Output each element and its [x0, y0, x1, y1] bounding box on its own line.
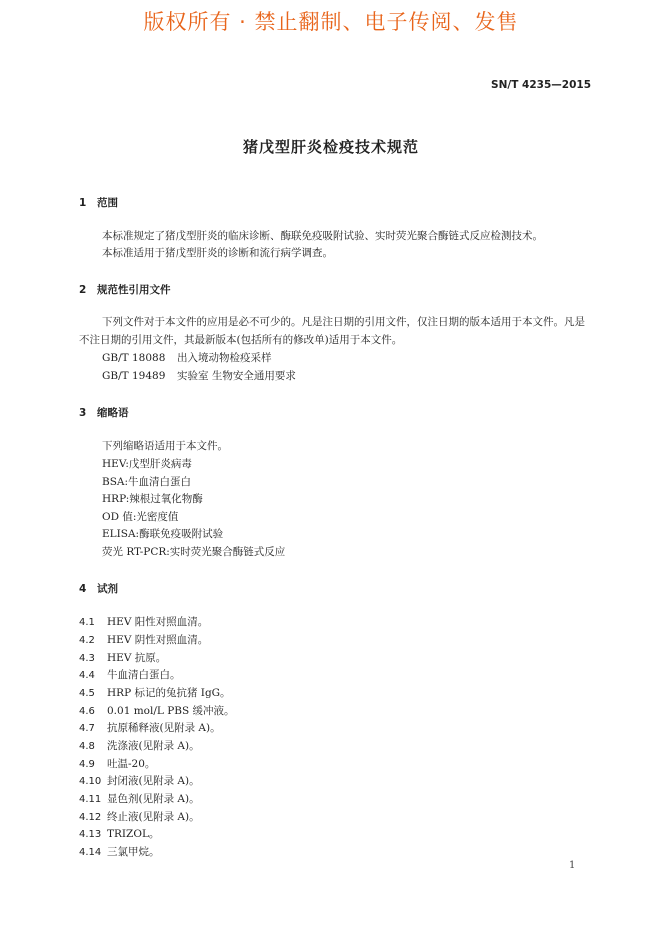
item-text: 洗涤液(见附录 A)。	[107, 740, 200, 752]
section-title: 规范性引用文件	[97, 284, 171, 296]
item-text: 牛血清白蛋白。	[107, 669, 181, 681]
item-number: 4.3	[79, 653, 95, 664]
item-number: 4.13	[79, 829, 102, 840]
section-number: 3	[79, 407, 87, 419]
item-text: 封闭液(见附录 A)。	[107, 775, 200, 787]
item-text: TRIZOL。	[107, 828, 160, 840]
reagent-item	[79, 738, 200, 753]
copyright-watermark: 版权所有 · 禁止翻制、电子传阅、发售	[143, 10, 519, 34]
item-number: 4.9	[79, 759, 95, 770]
item-text: 终止液(见附录 A)。	[107, 811, 200, 823]
abbreviations-intro: 下列缩略语适用于本文件。	[102, 440, 228, 452]
item-text: HEV 抗原。	[107, 652, 167, 664]
section-1-para-1: 本标准规定了猪戊型肝炎的临床诊断、酶联免疫吸附试验、实时荧光聚合酶链式反应检测技术。	[102, 230, 543, 242]
reagent-item	[79, 720, 221, 735]
abbreviation-item: HRP:辣根过氧化物酶	[102, 493, 203, 505]
reagent-item	[79, 773, 200, 788]
item-text: 显色剂(见附录 A)。	[107, 793, 200, 805]
document-title: 猪戊型肝炎检疫技术规范	[242, 138, 419, 156]
item-number: 4.2	[79, 635, 95, 646]
item-text: 吐温-20。	[107, 758, 156, 770]
item-number: 4.1	[79, 617, 95, 628]
reference-item	[102, 350, 272, 365]
reagent-item	[79, 826, 159, 841]
item-text: 0.01 mol/L PBS 缓冲液。	[107, 705, 235, 717]
item-number: 4.11	[79, 794, 102, 805]
item-number: 4.7	[79, 723, 95, 734]
page-number: 1	[569, 860, 576, 871]
section-2-heading	[79, 282, 171, 297]
section-1-heading	[79, 195, 118, 210]
abbreviation-item: BSA:牛血清白蛋白	[102, 476, 192, 488]
reagent-item	[79, 614, 208, 629]
item-number: 4.6	[79, 706, 95, 717]
abbreviation-item: 荧光 RT-PCR:实时荧光聚合酶链式反应	[102, 546, 286, 558]
reference-code: GB/T 18088	[102, 352, 166, 364]
item-number: 4.4	[79, 670, 95, 681]
section-title: 缩略语	[97, 407, 129, 419]
section-1-para-2: 本标准适用于猪戊型肝炎的诊断和流行病学调查。	[102, 247, 333, 259]
standard-code: SN/T 4235—2015	[491, 79, 591, 91]
reagent-item	[79, 703, 235, 718]
item-number: 4.5	[79, 688, 95, 699]
item-text: 抗原稀释液(见附录 A)。	[107, 722, 221, 734]
item-text: HEV 阳性对照血清。	[107, 616, 209, 628]
reagent-item	[79, 632, 208, 647]
section-title: 试剂	[97, 583, 118, 595]
item-number: 4.12	[79, 812, 102, 823]
section-number: 1	[79, 197, 87, 209]
item-number: 4.14	[79, 847, 102, 858]
item-number: 4.10	[79, 776, 102, 787]
reference-item	[102, 368, 296, 383]
item-text: HEV 阴性对照血清。	[107, 634, 209, 646]
abbreviation-item: HEV:戊型肝炎病毒	[102, 458, 192, 470]
reference-name: 实验室 生物安全通用要求	[177, 370, 296, 382]
reagent-item	[79, 809, 200, 824]
reagent-item	[79, 756, 155, 771]
reference-code: GB/T 19489	[102, 370, 166, 382]
item-text: HRP 标记的兔抗猪 IgG。	[107, 687, 231, 699]
abbreviation-item: ELISA:酶联免疫吸附试验	[102, 528, 224, 540]
reagent-item	[79, 791, 200, 806]
section-number: 4	[79, 583, 87, 595]
abbreviation-item: OD 值:光密度值	[102, 511, 179, 523]
reagent-item	[79, 667, 181, 682]
reagent-item	[79, 685, 231, 700]
section-title: 范围	[97, 197, 118, 209]
item-text: 三氯甲烷。	[107, 846, 160, 858]
reference-name: 出入境动物检疫采样	[177, 352, 272, 364]
reagent-item	[79, 650, 166, 665]
item-number: 4.8	[79, 741, 95, 752]
section-3-heading	[79, 405, 129, 420]
section-number: 2	[79, 284, 87, 296]
reagent-item	[79, 844, 160, 859]
section-2-para: 下列文件对于本文件的应用是必不可少的。凡是注日期的引用文件，仅注日期的版本适用于本文件。凡是不注日期的引用文件，其最新版本(包括所有的修改单)适用于本文件。	[79, 316, 585, 346]
section-4-heading	[79, 581, 118, 596]
